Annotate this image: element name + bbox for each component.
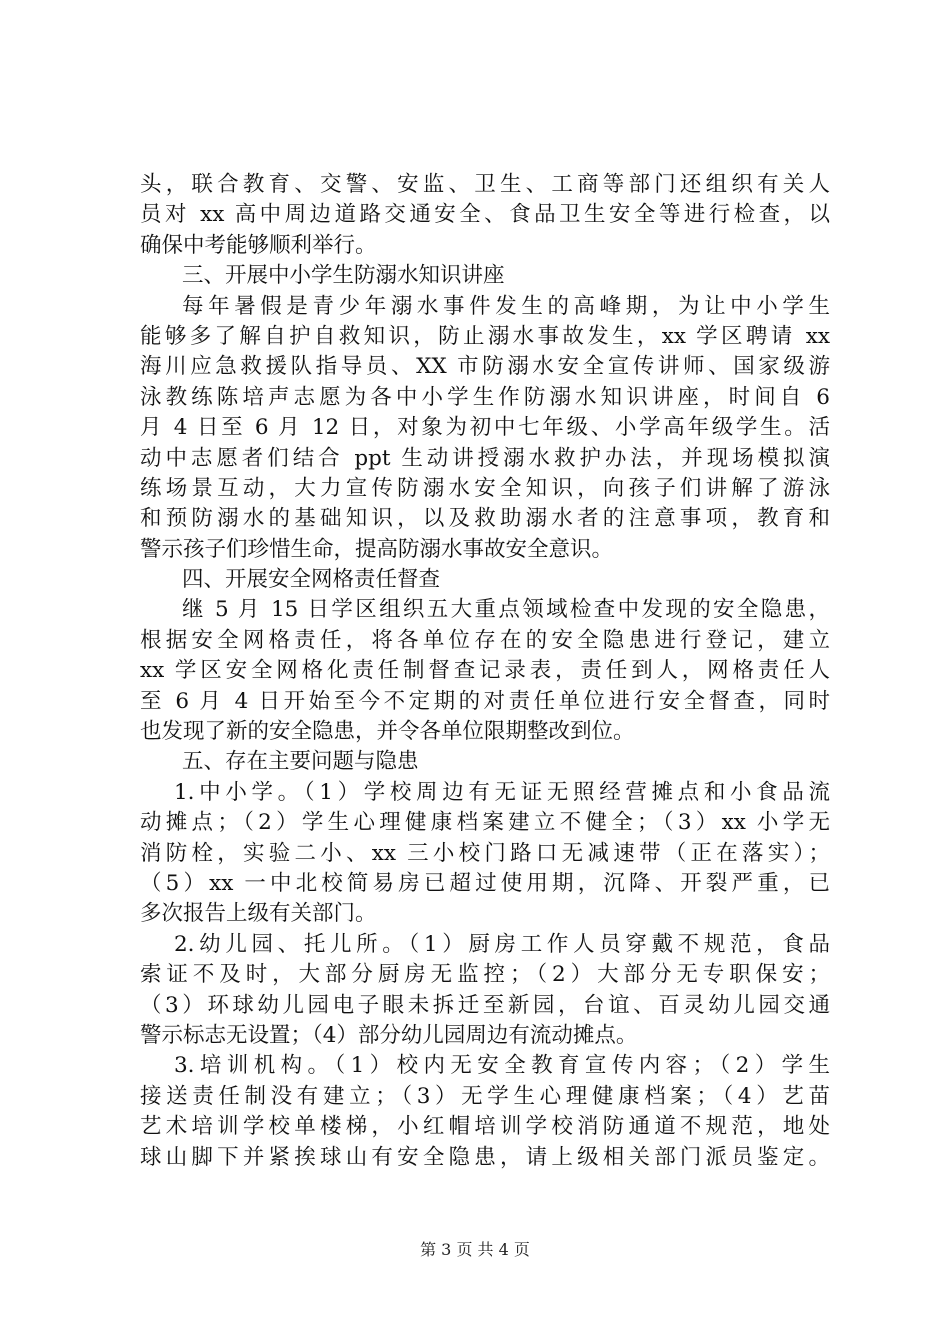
text-line: 能够多了解自护自救知识，防止溺水事故发生，xx 学区聘请 xx	[140, 323, 830, 349]
text-line: 泳教练陈培声志愿为各中小学生作防溺水知识讲座，时间自 6	[140, 384, 830, 410]
text-line: 继 5 月 15 日学区组织五大重点领域检查中发现的安全隐患，	[182, 597, 830, 623]
text-line: 根据安全网格责任，将各单位存在的安全隐患进行登记，建立	[140, 627, 830, 653]
text-line: 和预防溺水的基础知识，以及救助溺水者的注意事项，教育和	[140, 506, 830, 532]
text-line: 1.中小学。（1）学校周边有无证无照经营摊点和小食品流	[174, 779, 830, 805]
text-line: 每年暑假是青少年溺水事件发生的高峰期，为让中小学生	[182, 293, 830, 319]
text-line: 练场景互动，大力宣传防溺水安全知识，向孩子们讲解了游泳	[140, 475, 830, 501]
section-heading: 四、开展安全网格责任督查	[182, 567, 441, 593]
text-line: 至 6 月 4 日开始至今不定期的对责任单位进行安全督查，同时	[140, 688, 830, 714]
text-line: （5）xx 一中北校简易房已超过使用期，沉降、开裂严重，已	[140, 870, 830, 896]
text-line: 动摊点；（2）学生心理健康档案建立不健全；（3）xx 小学无	[140, 810, 830, 836]
text-line: 接送责任制没有建立；（3）无学生心理健康档案；（4）艺苗	[140, 1083, 830, 1109]
text-line: 也发现了新的安全隐患，并令各单位限期整改到位。	[140, 719, 635, 745]
text-line: 艺术培训学校单楼梯，小红帽培训学校消防通道不规范，地处	[140, 1114, 830, 1140]
text-line: 头，联合教育、交警、安监、卫生、工商等部门还组织有关人	[140, 172, 830, 197]
text-line: 消防栓，实验二小、xx 三小校门路口无减速带（正在落实）；	[140, 840, 830, 866]
document-body	[140, 170, 830, 1173]
text-line: 2.幼儿园、托儿所。（1）厨房工作人员穿戴不规范，食品	[174, 931, 830, 957]
text-line: 警示孩子们珍惜生命，提高防溺水事故安全意识。	[140, 536, 614, 562]
text-line: 确保中考能够顺利举行。	[140, 232, 377, 258]
text-line: 员对 xx 高中周边道路交通安全、食品卫生安全等进行检查，以	[140, 202, 830, 228]
page-footer: 第 3 页 共 4 页	[420, 1240, 530, 1259]
text-line: 警示标志无设置；（4）部分幼儿园周边有流动摊点。	[140, 1022, 638, 1048]
text-line: 索证不及时，大部分厨房无监控；（2）大部分无专职保安；	[140, 962, 830, 988]
text-line: 3.培训机构。（1）校内无安全教育宣传内容；（2）学生	[174, 1053, 830, 1079]
section-heading: 五、存在主要问题与隐患	[182, 749, 419, 775]
section-heading: 三、开展中小学生防溺水知识讲座	[182, 263, 505, 289]
text-line: 海川应急救援队指导员、XX 市防溺水安全宣传讲师、国家级游	[140, 354, 830, 380]
text-line: 多次报告上级有关部门。	[140, 901, 377, 927]
text-line: xx 学区安全网格化责任制督查记录表，责任到人，网格责任人	[140, 658, 830, 684]
text-line: 球山脚下并紧挨球山有安全隐患，请上级相关部门派员鉴定。	[140, 1144, 830, 1170]
text-line: 月 4 日至 6 月 12 日，对象为初中七年级、小学高年级学生。活	[140, 415, 830, 441]
text-line: （3）环球幼儿园电子眼未拆迁至新园，台谊、百灵幼儿园交通	[140, 992, 830, 1018]
text-line: 动中志愿者们结合 ppt 生动讲授溺水救护办法，并现场模拟演	[140, 445, 830, 471]
